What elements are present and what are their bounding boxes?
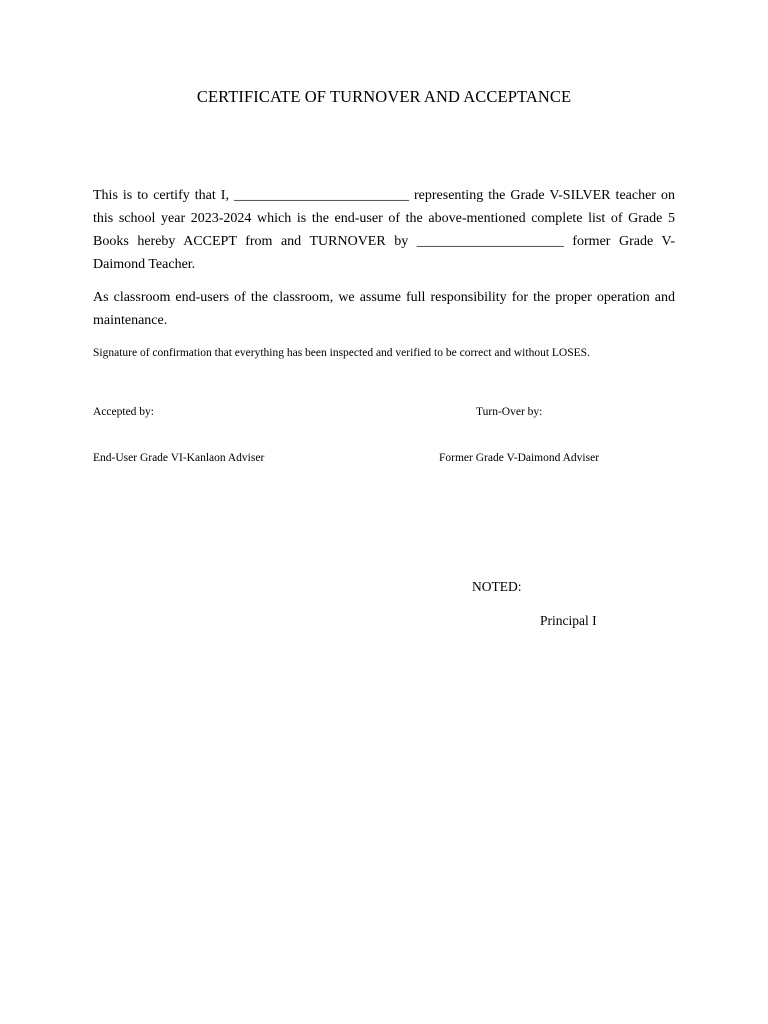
noted-label: NOTED: [472,579,522,594]
document-title: CERTIFICATE OF TURNOVER AND ACCEPTANCE [196,87,572,106]
accepted-by-label: Accepted by: [93,406,154,418]
end-user-adviser-label: End-User Grade VI-Kanlaon Adviser [93,452,265,464]
certification-paragraph: This is to certify that I, _________________________ representing the Grade V-SILVER teacher on this school year 2023-2024 which is the end-user of the above-mentioned complete list of Grade 5 Books hereby ACCEPT from and TURNOVER by _____________________ former Grade V-Daimond Teacher. [93,188,675,272]
turnover-by-label: Turn-Over by: [476,406,543,418]
responsibility-paragraph: As classroom end-users of the classroom, we assume full responsibility for the proper operation and maintenance. [93,290,675,328]
former-adviser-label: Former Grade V-Daimond Adviser [439,452,600,464]
signature-confirmation-text: Signature of confirmation that everything has been inspected and verified to be correct and without LOSES. [93,347,590,359]
principal-label: Principal I [540,613,597,628]
